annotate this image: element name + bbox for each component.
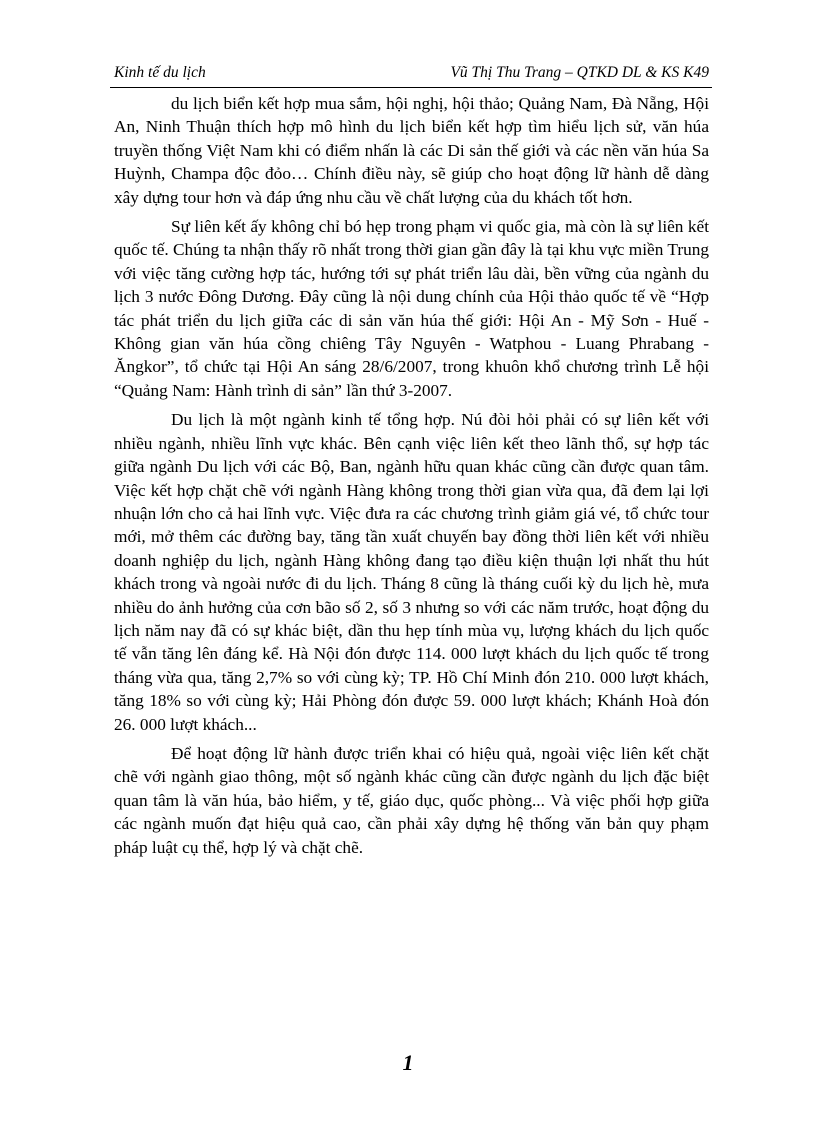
paragraph: Du lịch là một ngành kinh tế tổng hợp. Nú đòi hỏi phải có sự liên kết với nhiều ngành, nhiều lĩnh vực khác. Bên cạnh việc liên kết theo lãnh thổ, sự hợp tác giữa ngành Du lịch với các Bộ, Ban, ngành hữu quan khác cũng cần được quan tâm. Việc kết hợp chặt chẽ với ngành Hàng không trong thời gian vừa qua, đã đem lại lợi nhuận lớn cho cả hai lĩnh vực. Việc đưa ra các chương trình giảm giá vé, tổ chức tour mới, mở thêm các đường bay, tăng tần xuất chuyến bay đồng thời liên kết với nhiều doanh nghiệp du lịch, ngành Hàng không đang tạo điều kiện thuận lợi nhất thu hút khách trong và ngoài nước đi du lịch. Tháng 8 cũng là tháng cuối kỳ du lịch hè, mưa nhiều do ảnh hưởng của cơn bão số 2, số 3 nhưng so với các năm trước, hoạt động du lịch năm nay đã có sự khác biệt, dần thu hẹp tính mùa vụ, lượng khách du lịch quốc tế vẫn tăng lên đáng kể. Hà Nội đón được 114. 000 lượt khách du lịch quốc tế trong tháng vừa qua, tăng 2,7% so với cùng kỳ; TP. Hồ Chí Minh đón 210. 000 lượt khách, tăng 18% so với cùng kỳ; Hải Phòng đón được 59. 000 lượt khách; Khánh Hoà đón 26. 000 lượt khách... xyxy=(114,410,709,734)
document-body xyxy=(114,92,709,865)
header-author: Vũ Thị Thu Trang – QTKD DL & KS K49 xyxy=(450,64,709,81)
page-number: 1 xyxy=(402,1050,414,1075)
paragraph: Để hoạt động lữ hành được triển khai có hiệu quả, ngoài việc liên kết chặt chẽ với ngành giao thông, một số ngành khác cũng cần được ngành du lịch đặc biệt quan tâm là văn húa, bảo hiểm, y tế, giáo dục, quốc phòng... Và việc phối hợp giữa các ngành muốn đạt hiệu quả cao, cần phải xây dựng hệ thống văn bản quy phạm pháp luật cụ thể, hợp lý và chặt chẽ. xyxy=(114,743,709,857)
paragraph: Sự liên kết ấy không chỉ bó hẹp trong phạm vi quốc gia, mà còn là sự liên kết quốc tế. Chúng ta nhận thấy rõ nhất trong thời gian gần đây là tại khu vực miền Trung với việc tăng cường hợp tác, hướng tới sự phát triển lâu dài, bền vững của ngành du lịch 3 nước Đông Dương. Đây cũng là nội dung chính của Hội thảo quốc tế về “Hợp tác phát triển du lịch giữa các di sản văn húa thế giới: Hội An - Mỹ Sơn - Huế - Không gian văn húa cồng chiêng Tây Nguyên - Watphou - Luang Phrabang - Ăngkor”, tổ chức tại Hội An sáng 28/6/2007, trong khuôn khổ chương trình Lễ hội “Quảng Nam: Hành trình di sản” lần thứ 3-2007. xyxy=(114,217,709,400)
header-divider xyxy=(110,87,712,88)
header-subject: Kinh tế du lịch xyxy=(114,64,206,81)
page-header xyxy=(114,64,709,88)
paragraph: du lịch biển kết hợp mua sắm, hội nghị, hội thảo; Quảng Nam, Đà Nẵng, Hội An, Ninh Thuận thích hợp mô hình du lịch biển kết hợp tìm hiểu lịch sử, văn húa truyền thống Việt Nam khi có điểm nhấn là các Di sản thế giới và các nền văn húa Sa Huỳnh, Champa độc đỏo… Chính điều này, sẽ giúp cho hoạt động lữ hành dễ dàng xây dựng tour hơn và đáp ứng nhu cầu về chất lượng của du khách tốt hơn. xyxy=(114,94,709,207)
